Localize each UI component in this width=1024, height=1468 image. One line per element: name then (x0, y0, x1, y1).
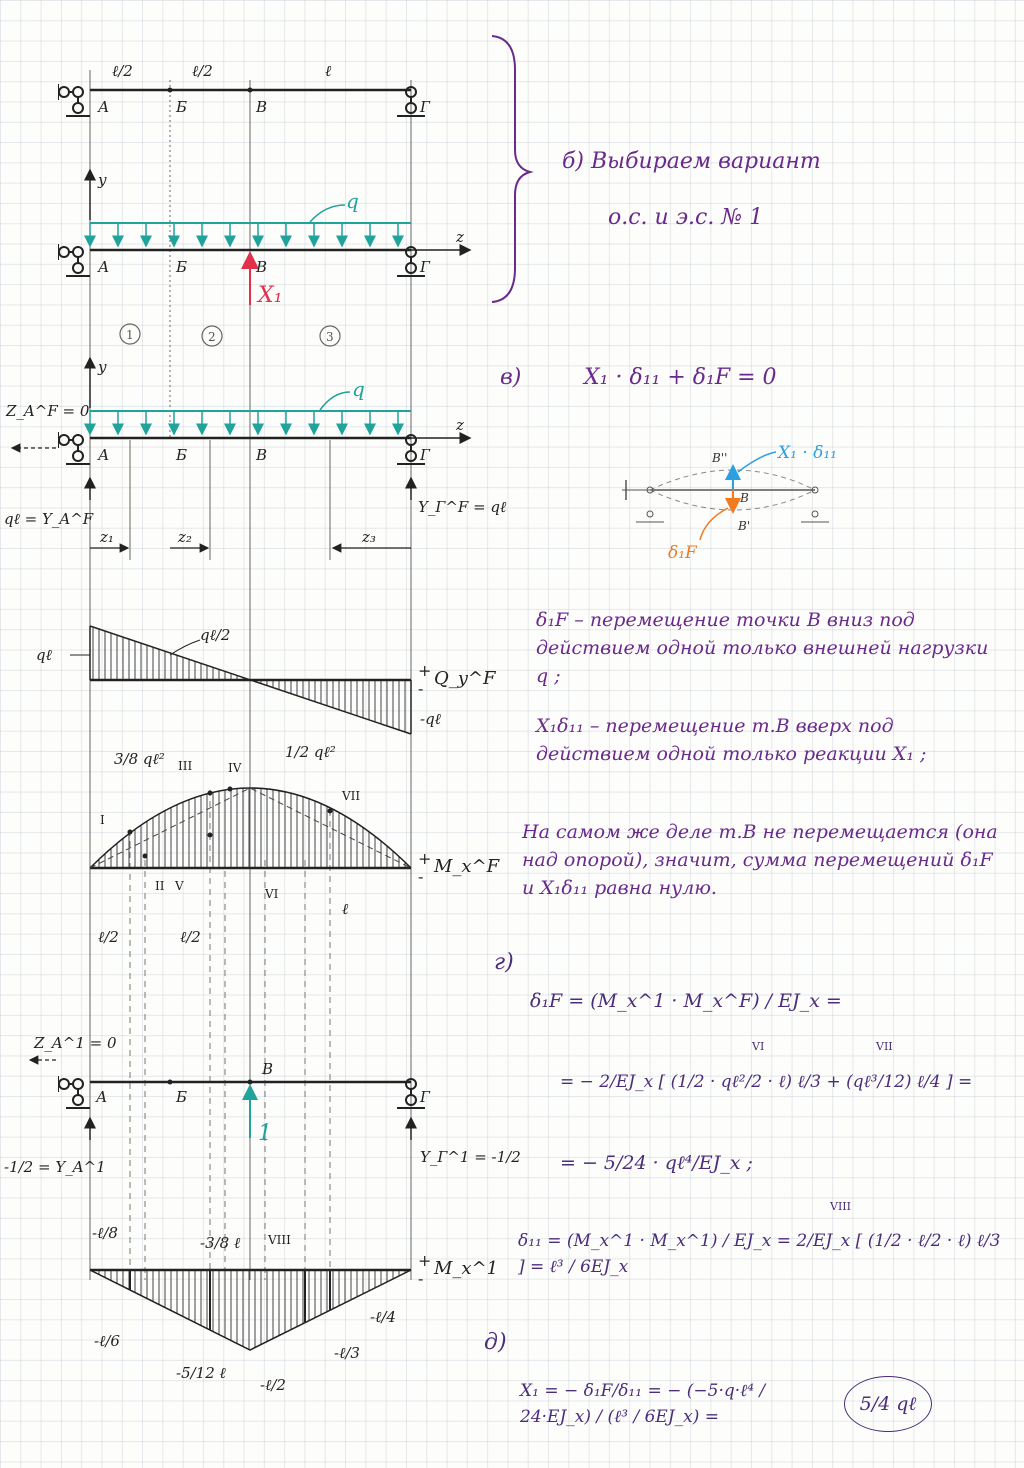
svg-text:Г: Г (420, 258, 430, 276)
svg-text:3/8 qℓ²: 3/8 qℓ² (114, 750, 165, 768)
svg-text:-: - (418, 1269, 424, 1288)
equation-d: X₁ = − δ₁F/δ₁₁ = − (−5·q·ℓ⁴ / 24·EJ_x) / (ℓ³ / 6EJ_x) = (520, 1381, 766, 1427)
unit-za: Z_A^1 = 0 (34, 1034, 117, 1052)
reaction-za: Z_A^F = 0 (6, 402, 90, 420)
svg-text:В': В' (738, 519, 751, 533)
label-v: в) (500, 365, 522, 390)
equation-g3: = − 5/24 · qℓ⁴/EJ_x ; (560, 1152, 753, 1174)
svg-text:А: А (98, 258, 110, 276)
svg-text:z: z (456, 416, 464, 434)
grouping-brace (492, 36, 530, 302)
beam-unit-state (4, 1034, 521, 1176)
unknown-x1: X₁ (258, 283, 283, 308)
svg-text:Г: Г (420, 1088, 430, 1106)
svg-text:ℓ/2: ℓ/2 (180, 928, 201, 946)
answer-circled: 5/4 qℓ (844, 1376, 932, 1432)
reaction-ya: qℓ = Y_A^F (4, 510, 94, 528)
svg-text:-ℓ/4: -ℓ/4 (370, 1308, 396, 1326)
svg-text:-: - (418, 867, 424, 886)
svg-text:-: - (418, 679, 424, 698)
svg-text:+: + (418, 849, 432, 868)
point-label: В (256, 98, 268, 116)
svg-text:ℓ/2: ℓ/2 (98, 928, 119, 946)
reaction-yg: Y_Г^F = qℓ (418, 498, 507, 516)
unit-ya: -1/2 = Y_A^1 (4, 1158, 106, 1176)
svg-text:Б: Б (176, 446, 188, 464)
moment-1-diagram (90, 1224, 498, 1394)
section-number: 1 (126, 328, 134, 342)
svg-text:В: В (256, 258, 268, 276)
moment-1-name: M_x^1 (434, 1258, 499, 1279)
svg-text:VIII: VIII (268, 1233, 291, 1247)
svg-text:qℓ: qℓ (36, 646, 52, 664)
displacement-sketch (622, 443, 837, 563)
text-b-line2: о.с. и э.с. № 1 (608, 205, 764, 230)
svg-text:V: V (175, 879, 184, 893)
svg-text:-5/12 ℓ: -5/12 ℓ (176, 1364, 226, 1382)
svg-text:y: y (98, 358, 107, 376)
svg-text:z₁: z₁ (100, 528, 114, 546)
text-p2: X₁δ₁₁ – перемещение т.В вверх под действием одной только реакции X₁ ; (536, 715, 927, 765)
svg-text:В'': В'' (712, 451, 728, 465)
text-b-line1: б) Выбираем вариант (562, 149, 821, 174)
span-label: ℓ (325, 62, 332, 80)
svg-text:I: I (100, 813, 105, 827)
svg-text:IV: IV (228, 761, 242, 775)
equation-g4: δ₁₁ = (M_x^1 · M_x^1) / EJ_x = 2/EJ_x [ (1/2 · ℓ/2 · ℓ) ℓ/3 ] = ℓ³ / 6EJ_x (518, 1231, 1001, 1277)
section-number: 2 (208, 330, 216, 344)
svg-text:Г: Г (420, 446, 430, 464)
section-number: 3 (326, 330, 334, 344)
svg-text:ℓ: ℓ (342, 900, 349, 918)
svg-text:-ℓ/8: -ℓ/8 (92, 1224, 118, 1242)
beam-scheme-3 (4, 358, 506, 548)
equation-v: X₁ · δ₁₁ + δ₁F = 0 (584, 365, 777, 390)
svg-text:q: q (346, 189, 359, 213)
beam-scheme-1 (58, 62, 431, 116)
svg-text:z₂: z₂ (178, 528, 192, 546)
svg-text:+: + (418, 661, 432, 680)
point-label: А (98, 98, 110, 116)
roman-vii: VII (876, 1040, 893, 1053)
span-label: ℓ/2 (112, 62, 133, 80)
equation-g2: = − 2/EJ_x [ (1/2 · qℓ²/2 · ℓ) ℓ/3 + (qℓ³/12) ℓ/4 ] = (560, 1072, 973, 1092)
svg-text:-qℓ: -qℓ (420, 710, 441, 728)
svg-text:qℓ/2: qℓ/2 (200, 626, 231, 644)
svg-text:-ℓ/3: -ℓ/3 (334, 1344, 360, 1362)
svg-text:II: II (155, 879, 165, 893)
unit-yg: Y_Г^1 = -1/2 (420, 1148, 521, 1166)
shear-name: Q_y^F (434, 668, 496, 689)
roman-viii: VIII (830, 1200, 851, 1213)
text-p3: На самом же деле т.В не перемещается (она над опорой), значит, сумма перемещений δ₁F и X₁δ₁₁ равна нулю. (522, 821, 998, 899)
svg-text:-3/8 ℓ: -3/8 ℓ (200, 1234, 241, 1252)
span-label: ℓ/2 (192, 62, 213, 80)
svg-text:X₁ · δ₁₁: X₁ · δ₁₁ (778, 443, 837, 463)
svg-text:δ₁F: δ₁F (668, 543, 697, 563)
distributed-load-q (90, 411, 398, 434)
text-p1: δ₁F – перемещение точки В вниз под действием одной только внешней нагрузки q ; (536, 609, 989, 687)
svg-text:А: А (96, 1088, 108, 1106)
svg-text:+: + (418, 1251, 432, 1270)
svg-text:z₃: z₃ (362, 528, 376, 546)
moment-F-diagram (90, 743, 501, 946)
label-d: д) (484, 1330, 507, 1355)
label-g: г) (494, 950, 514, 975)
distributed-load-q (90, 223, 398, 246)
svg-text:-ℓ/2: -ℓ/2 (260, 1376, 286, 1394)
svg-text:1/2 qℓ²: 1/2 qℓ² (285, 743, 336, 761)
point-label: Г (420, 98, 430, 116)
svg-text:В: В (262, 1060, 274, 1078)
svg-text:z: z (456, 228, 464, 246)
svg-text:-ℓ/6: -ℓ/6 (94, 1332, 120, 1350)
svg-text:Б: Б (176, 258, 188, 276)
point-label: Б (176, 98, 188, 116)
shear-diagram (36, 626, 497, 734)
svg-text:y: y (98, 171, 107, 189)
svg-text:III: III (178, 759, 193, 773)
svg-text:VII: VII (342, 789, 361, 803)
svg-text:Б: Б (176, 1088, 188, 1106)
moment-F-name: M_x^F (434, 856, 500, 877)
unit-force: 1 (258, 1121, 272, 1146)
svg-text:В: В (256, 446, 268, 464)
svg-text:В: В (740, 491, 749, 505)
beam-scheme-2 (58, 170, 470, 346)
roman-vi: VI (752, 1040, 765, 1053)
svg-text:А: А (98, 446, 110, 464)
svg-text:VI: VI (265, 887, 279, 901)
equation-g1: δ₁F = (M_x^1 · M_x^F) / EJ_x = (530, 990, 842, 1012)
svg-text:q: q (352, 377, 365, 401)
